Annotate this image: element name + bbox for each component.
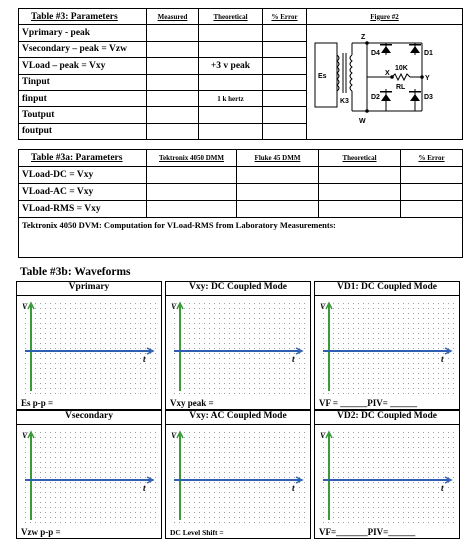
waveform-measurement-label[interactable]: Vxy peak = <box>170 398 214 408</box>
tektronix-cell[interactable] <box>147 167 237 184</box>
row-label: VLoad-AC = Vxy <box>19 184 147 201</box>
oscilloscope-grid[interactable] <box>21 299 157 395</box>
v-axis-label: V <box>171 302 177 311</box>
row-label: finput <box>19 90 147 106</box>
waveform-title: VD1: DC Coupled Mode <box>315 282 459 296</box>
waveform-title: VD2: DC Coupled Mode <box>315 411 459 425</box>
theoretical-cell[interactable]: 1 k hertz <box>199 90 263 106</box>
tektronix-cell[interactable] <box>147 201 237 218</box>
tektronix-cell[interactable] <box>147 184 237 201</box>
t-axis-label: t <box>292 483 295 493</box>
fluke-cell[interactable] <box>237 167 319 184</box>
v-axis-label: V <box>320 302 326 311</box>
waveform-title: Vsecondary <box>17 411 161 425</box>
node-x: X <box>385 70 390 78</box>
row-label: VLoad-RMS = Vxy <box>19 201 147 218</box>
measured-cell[interactable] <box>147 123 199 139</box>
v-axis-label: V <box>22 431 28 440</box>
oscilloscope-grid[interactable] <box>170 428 306 524</box>
theoretical-cell[interactable] <box>319 201 401 218</box>
bridge-rectifier-schematic <box>307 25 463 137</box>
measured-cell[interactable] <box>147 41 199 57</box>
resistor-name: RL <box>396 84 406 92</box>
measured-cell[interactable] <box>147 25 199 41</box>
waveform-measurement-label[interactable]: VF = ______PIV= ______ <box>319 398 418 408</box>
computation-cell[interactable]: Tektronix 4050 DVM: Computation for VLoad-RMS from Laboratory Measurements: <box>19 218 463 258</box>
waveform-panel <box>16 281 162 410</box>
theoretical-cell[interactable] <box>319 167 401 184</box>
error-cell[interactable] <box>401 167 463 184</box>
row-label: Vprimary - peak <box>19 25 147 41</box>
source-label: Es <box>318 73 327 81</box>
theoretical-cell[interactable] <box>199 74 263 90</box>
node-w: W <box>359 118 366 126</box>
theoretical-cell[interactable] <box>199 107 263 123</box>
measured-cell[interactable] <box>147 107 199 123</box>
diode-d4-label: D4 <box>371 50 380 58</box>
row-label: VLoad – peak = Vxy <box>19 58 147 74</box>
error-header: % Error <box>401 150 463 167</box>
oscilloscope-grid[interactable] <box>319 428 455 524</box>
measured-cell[interactable] <box>147 90 199 106</box>
theoretical-header: Theoretical <box>319 150 401 167</box>
error-cell[interactable] <box>263 41 307 57</box>
oscilloscope-grid[interactable] <box>319 299 455 395</box>
row-label: Toutput <box>19 107 147 123</box>
t-axis-label: t <box>441 483 444 493</box>
waveform-panel <box>165 410 311 539</box>
waveform-measurement-label[interactable]: DC Level Shift = <box>170 528 224 537</box>
parameters-table <box>18 8 463 140</box>
v-axis-label: V <box>320 431 326 440</box>
oscilloscope-grid[interactable] <box>21 428 157 524</box>
waveform-panel <box>165 281 311 410</box>
t-axis-label: t <box>292 354 295 364</box>
error-cell[interactable] <box>401 201 463 218</box>
node-z: Z <box>361 34 366 42</box>
error-cell[interactable] <box>263 123 307 139</box>
v-axis-label: V <box>22 302 28 311</box>
diode-d3-label: D3 <box>424 94 433 102</box>
theoretical-cell[interactable] <box>319 184 401 201</box>
error-cell[interactable] <box>263 90 307 106</box>
table3b-title: Table #3b: Waveforms <box>20 266 131 278</box>
error-cell[interactable] <box>263 58 307 74</box>
waveform-title: Vxy: AC Coupled Mode <box>166 411 310 425</box>
waveform-measurement-label[interactable]: Es p-p = <box>21 398 54 408</box>
figure-2-cell <box>307 25 463 140</box>
diode-d2-label: D2 <box>371 94 380 102</box>
row-label: VLoad-DC = Vxy <box>19 167 147 184</box>
theoretical-cell[interactable] <box>199 41 263 57</box>
table3-title: Table #3: Parameters <box>19 9 147 25</box>
error-cell[interactable] <box>263 25 307 41</box>
theoretical-cell[interactable]: +3 v peak <box>199 58 263 74</box>
measured-cell[interactable] <box>147 74 199 90</box>
theoretical-cell[interactable] <box>199 25 263 41</box>
dmm-parameters-table <box>18 149 463 258</box>
measured-cell[interactable] <box>147 58 199 74</box>
theoretical-header: Theoretical <box>199 9 263 25</box>
error-cell[interactable] <box>401 184 463 201</box>
waveform-title: Vxy: DC Coupled Mode <box>166 282 310 296</box>
figure-header: Figure #2 <box>307 9 463 25</box>
diode-d1-label: D1 <box>424 50 433 58</box>
fluke-cell[interactable] <box>237 201 319 218</box>
resistor-value: 10K <box>395 65 408 73</box>
fluke-header: Fluke 45 DMM <box>237 150 319 167</box>
node-y: Y <box>425 75 430 83</box>
measured-header: Measured <box>147 9 199 25</box>
table3a-title: Table #3a: Parameters <box>19 150 147 167</box>
transformer-label: K3 <box>340 98 349 106</box>
row-label: Vsecondary – peak = Vzw <box>19 41 147 57</box>
t-axis-label: t <box>441 354 444 364</box>
waveform-measurement-label[interactable]: VF=_______PIV=______ <box>319 527 416 537</box>
t-axis-label: t <box>143 483 146 493</box>
oscilloscope-grid[interactable] <box>170 299 306 395</box>
theoretical-cell[interactable] <box>199 123 263 139</box>
error-cell[interactable] <box>263 107 307 123</box>
fluke-cell[interactable] <box>237 184 319 201</box>
error-header: % Error <box>263 9 307 25</box>
error-cell[interactable] <box>263 74 307 90</box>
row-label: foutput <box>19 123 147 139</box>
waveform-panel <box>314 281 460 410</box>
waveform-measurement-label[interactable]: Vzw p-p = <box>21 527 61 537</box>
waveform-panel <box>16 410 162 539</box>
v-axis-label: V <box>171 431 177 440</box>
t-axis-label: t <box>143 354 146 364</box>
tektronix-header: Tektronix 4050 DMM <box>147 150 237 167</box>
waveform-title: Vprimary <box>17 282 161 296</box>
waveform-panel <box>314 410 460 539</box>
row-label: Tinput <box>19 74 147 90</box>
